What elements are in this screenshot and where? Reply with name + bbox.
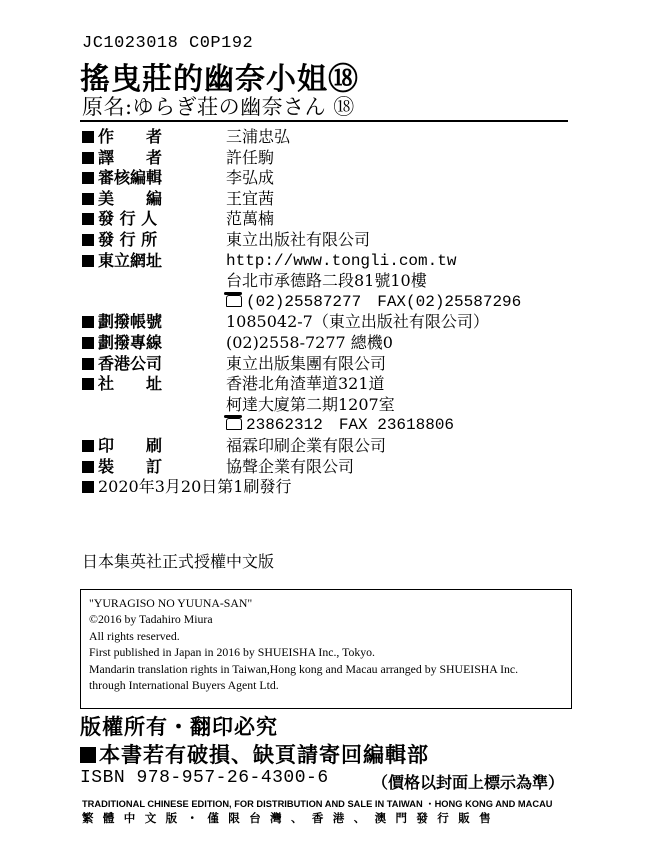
bullet-square-icon: [82, 337, 94, 349]
bullet-square-icon: [82, 193, 94, 205]
publisher-value: 東立出版社有限公司: [226, 229, 371, 249]
author-label: 作 者: [98, 127, 163, 146]
edition-notice-zh: 繁體中文版・僅限台灣、香港、澳門發行販售: [82, 811, 500, 825]
bullet-square-icon: [82, 358, 94, 370]
translator-value: 許任駒: [226, 147, 275, 167]
info-row-hk-phone: [80, 415, 580, 436]
price-note: （價格以封面上標示為準）: [372, 773, 565, 792]
print-label: 印 刷: [98, 435, 163, 455]
copyright-line: First published in Japan in 2016 by SHUEISHA Inc., Tokyo.: [89, 645, 376, 660]
author-value: 三浦忠弘: [226, 127, 291, 146]
hk-company-label: 香港公司: [98, 353, 163, 373]
review-value: 李弘成: [226, 168, 275, 188]
damage-notice-text: 本書若有破損、缺頁請寄回編輯部: [99, 742, 429, 767]
info-row-binding: [80, 457, 580, 478]
info-row-tw-address: [80, 271, 580, 292]
art-label: 美 編: [98, 188, 163, 208]
title-rule: [80, 120, 568, 122]
authorization-notice: 日本集英社正式授權中文版: [82, 552, 275, 571]
bullet-square-icon: [82, 234, 94, 246]
hk-company-value: 東立出版集團有限公司: [226, 353, 387, 373]
hotline-value: (02)2558-7277 總機0: [226, 332, 393, 352]
account-value: 1085042-7（東立出版社有限公司）: [226, 312, 489, 332]
info-row-review: [80, 168, 580, 189]
bullet-square-icon: [82, 461, 94, 473]
publication-info: [80, 127, 580, 498]
catalog-code: JC1023018 C0P192: [82, 34, 254, 53]
publisher-label: 發 行 所: [98, 229, 158, 249]
art-value: 王宜茜: [226, 188, 275, 208]
isbn: ISBN 978-957-26-4300-6: [80, 768, 329, 788]
hotline-label: 劃撥專線: [98, 332, 163, 352]
bullet-square-icon: [82, 440, 94, 452]
copyright-line: Mandarin translation rights in Taiwan,Hong kong and Macau arranged by SHUEISHA Inc.: [89, 661, 519, 676]
copyright-line: through International Buyers Agent Ltd.: [89, 678, 279, 693]
info-row-hotline: [80, 333, 580, 354]
copyright-line: All rights reserved.: [89, 628, 180, 643]
info-row-print: [80, 436, 580, 457]
info-row-hk-company: [80, 354, 580, 375]
info-row-hk-address: [80, 374, 580, 395]
info-row-first-print: [80, 477, 580, 498]
info-row-art: [80, 189, 580, 210]
bullet-square-icon: [82, 481, 94, 493]
book-title: 搖曳莊的幽奈小姐⑱: [80, 62, 359, 97]
info-row-account: [80, 312, 580, 333]
info-row-tw-phone: [80, 292, 580, 313]
publisher-person-value: 范萬楠: [226, 209, 275, 229]
bullet-square-icon: [82, 172, 94, 184]
first-print-date: 2020年3月20日第1刷發行: [98, 477, 292, 497]
website-label: 東立網址: [98, 250, 163, 270]
translator-label: 譯 者: [98, 147, 163, 167]
edition-notice-en: TRADITIONAL CHINESE EDITION, FOR DISTRIBUTION AND SALE IN TAIWAN ・HONG KONG AND MACAU: [82, 799, 553, 809]
info-row-publisher-person: [80, 209, 580, 230]
copyright-box: [80, 589, 572, 709]
binding-value: 協聲企業有限公司: [226, 456, 355, 476]
review-label: 審核編輯: [98, 168, 163, 188]
original-title: 原名:ゆらぎ荘の幽奈さん ⑱: [82, 95, 355, 119]
hk-address-line-2: 柯達大廈第二期1207室: [226, 394, 395, 414]
tw-address: 台北市承德路二段81號10樓: [226, 271, 427, 291]
info-row-hk-address-2: [80, 395, 580, 416]
bullet-square-icon: [80, 747, 96, 763]
hk-address-line-1: 香港北角渣華道321道: [226, 374, 385, 394]
bullet-square-icon: [82, 131, 94, 143]
website-link[interactable]: http://www.tongli.com.tw: [226, 251, 457, 270]
hk-phone-fax: 23862312 FAX 23618806: [246, 416, 455, 435]
bullet-square-icon: [82, 152, 94, 164]
bullet-square-icon: [82, 213, 94, 225]
tw-phone-fax: (02)25587277 FAX(02)25587296: [246, 292, 522, 311]
info-row-translator: [80, 148, 580, 169]
print-value: 福霖印刷企業有限公司: [226, 435, 387, 455]
account-label: 劃撥帳號: [98, 312, 163, 332]
info-row-publisher: [80, 230, 580, 251]
copyright-line: "YURAGISO NO YUUNA-SAN": [89, 596, 253, 610]
damage-notice: [80, 739, 429, 769]
rights-notice: 版權所有・翻印必究: [80, 714, 278, 739]
info-row-author: [80, 127, 580, 148]
publisher-person-label: 發 行 人: [98, 209, 158, 229]
bullet-square-icon: [82, 255, 94, 267]
bullet-square-icon: [82, 378, 94, 390]
hk-address-label: 社 址: [98, 374, 163, 394]
bullet-square-icon: [82, 316, 94, 328]
telephone-icon: [226, 295, 242, 307]
telephone-icon: [226, 418, 242, 430]
binding-label: 裝 訂: [98, 456, 163, 476]
info-row-website: [80, 251, 580, 272]
copyright-line: ©2016 by Tadahiro Miura: [89, 612, 213, 627]
